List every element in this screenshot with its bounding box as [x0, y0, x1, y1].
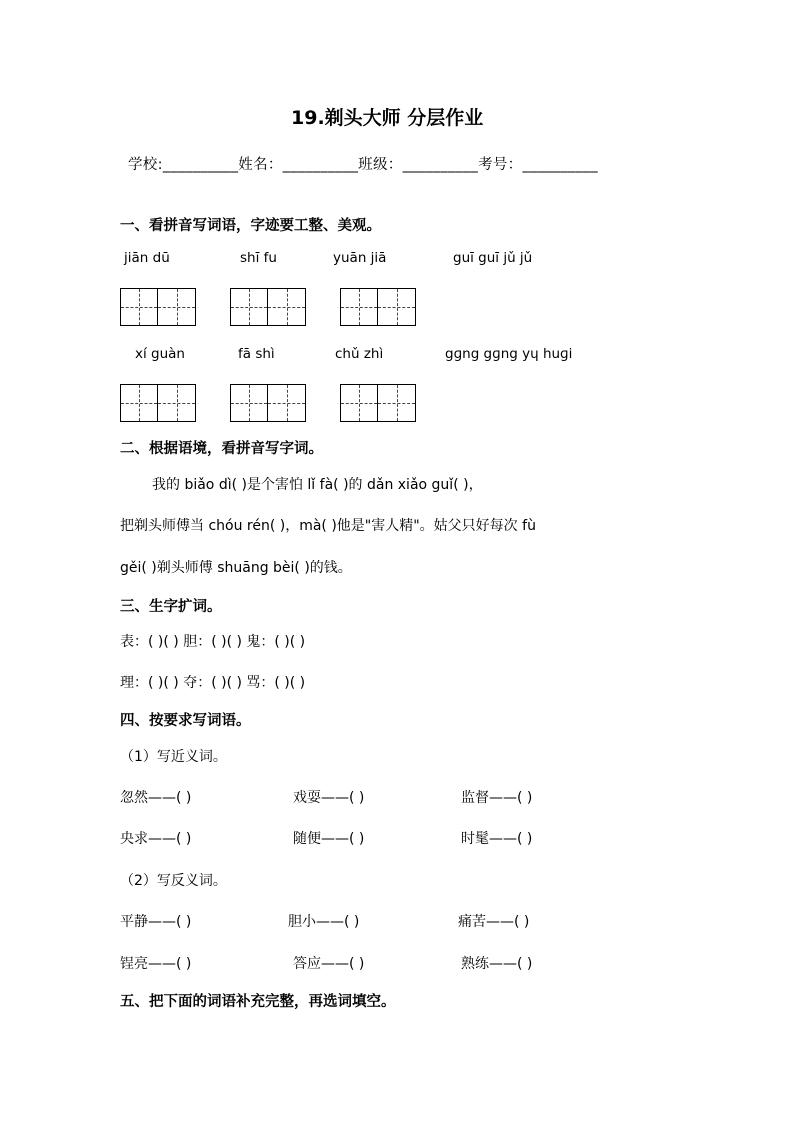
- pinyin-item: chǔ zhì: [335, 346, 384, 362]
- synonym-item: 忽然——( ): [120, 790, 192, 806]
- page-title: 19.剃头大师 分层作业: [291, 107, 484, 129]
- antonym-item: 答应——( ): [293, 956, 365, 972]
- pinyin-item: jiān dū: [124, 250, 170, 266]
- writing-grid[interactable]: [340, 384, 416, 422]
- section-5-heading: 五、把下面的词语补充完整，再选词填空。: [120, 993, 396, 1010]
- synonym-item: 央求——( ): [120, 831, 192, 847]
- subheading-synonyms: （1）写近义词。: [120, 749, 227, 765]
- pinyin-item: gɡng gɡng yɥ huɡi: [445, 346, 573, 362]
- synonym-item: 监督——( ): [461, 790, 533, 806]
- pinyin-item: yuān jiā: [333, 250, 387, 266]
- context-sentence: 把剃头师傅当 chóu rén( )，mà( )他是"害人精"。姑父只好每次 fù: [120, 518, 536, 534]
- pinyin-item: fā shì: [238, 346, 275, 362]
- section-2-heading: 二、根据语境，看拼音写字词。: [120, 440, 323, 457]
- pinyin-item: guī guī jǔ jǔ: [453, 250, 533, 266]
- expand-word-line: 表：( )( ) 胆：( )( ) 鬼：( )( ): [120, 634, 306, 650]
- context-sentence: 我的 biǎo dì( )是个害怕 lǐ fà( )的 dǎn xiǎo guǐ( )，: [152, 477, 483, 493]
- antonym-item: 痛苦——( ): [458, 914, 530, 930]
- writing-grid[interactable]: [120, 288, 196, 326]
- section-4-heading: 四、按要求写词语。: [120, 712, 251, 729]
- context-sentence: gěi( )剃头师傅 shuāng bèi( )的钱。: [120, 560, 352, 576]
- writing-grid[interactable]: [230, 384, 306, 422]
- antonym-item: 胆小——( ): [288, 914, 360, 930]
- writing-grid[interactable]: [340, 288, 416, 326]
- student-info-line: 学校:__________姓名：__________班级：__________考号：__________: [128, 157, 598, 173]
- synonym-item: 时髦——( ): [461, 831, 533, 847]
- synonym-item: 随便——( ): [293, 831, 365, 847]
- section-3-heading: 三、生字扩词。: [120, 598, 222, 615]
- antonym-item: 平静——( ): [120, 914, 192, 930]
- section-1-heading: 一、看拼音写词语，字迹要工整、美观。: [120, 217, 381, 234]
- antonym-item: 熟练——( ): [461, 956, 533, 972]
- subheading-antonyms: （2）写反义词。: [120, 873, 227, 889]
- synonym-item: 戏耍——( ): [293, 790, 365, 806]
- pinyin-item: shī fu: [240, 250, 277, 266]
- writing-grid[interactable]: [230, 288, 306, 326]
- expand-word-line: 理：( )( ) 夺：( )( ) 骂：( )( ): [120, 675, 306, 691]
- pinyin-item: xí guàn: [135, 346, 185, 362]
- antonym-item: 锃亮——( ): [120, 956, 192, 972]
- writing-grid[interactable]: [120, 384, 196, 422]
